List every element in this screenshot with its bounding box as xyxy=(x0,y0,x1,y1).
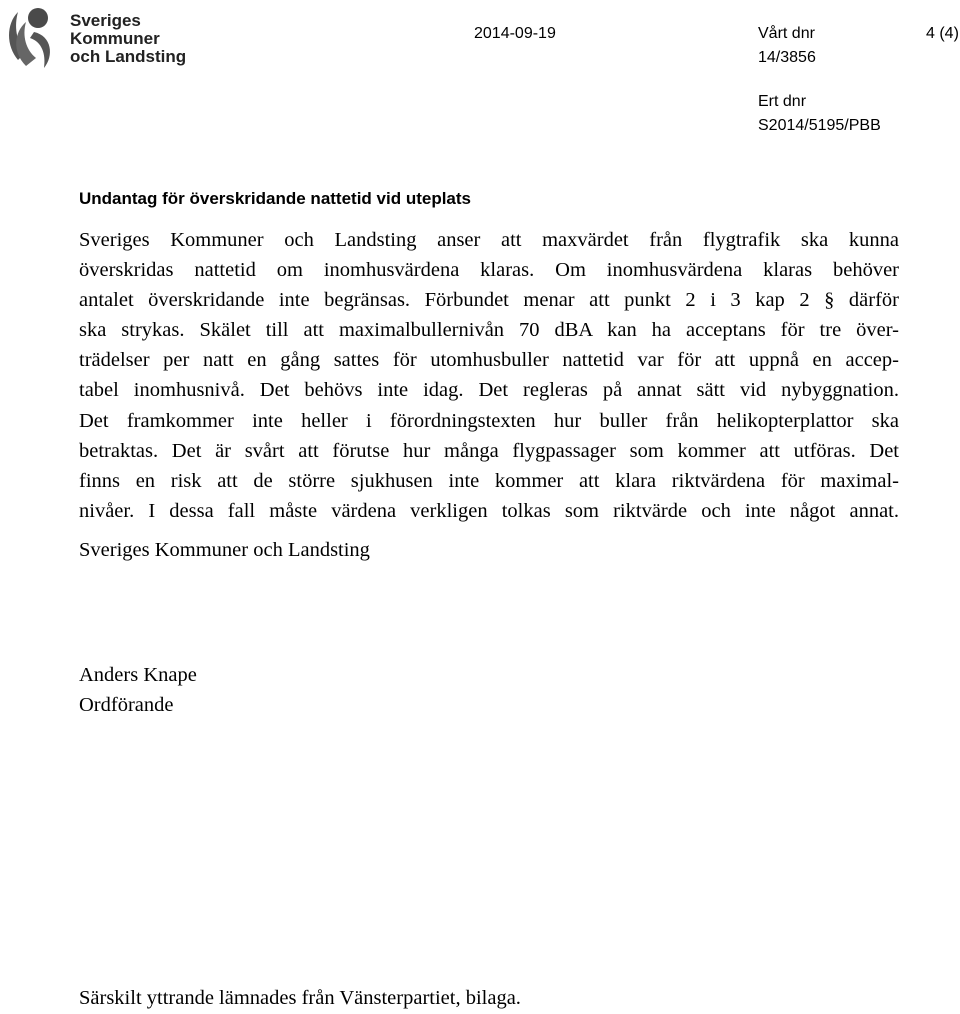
section-body xyxy=(79,225,899,526)
your-ref-value: S2014/5195/PBB xyxy=(758,117,881,134)
body-line: finns en risk att de större sjukhusen inte kommer att klara riktvärdena för maximal- xyxy=(79,469,899,492)
closing-organisation: Sveriges Kommuner och Landsting xyxy=(79,539,370,561)
logo-wordmark xyxy=(70,12,186,66)
footer-note: Särskilt yttrande lämnades från Vänsterpartiet, bilaga. xyxy=(79,987,521,1009)
logo-line-3: och Landsting xyxy=(70,47,187,66)
page-number: 4 (4) xyxy=(926,25,959,42)
our-ref-label: Vårt dnr xyxy=(758,25,815,42)
body-line: nivåer. I dessa fall måste värdena verkligen tolkas som riktvärde och inte något annat. xyxy=(79,499,899,522)
body-line: Det framkommer inte heller i förordningstexten hur buller från helikopterplattor ska xyxy=(79,409,899,432)
section-heading: Undantag för överskridande nattetid vid uteplats xyxy=(79,189,472,208)
signatory-name: Anders Knape xyxy=(79,664,197,686)
organisation-logo xyxy=(4,2,194,72)
our-ref-value: 14/3856 xyxy=(758,49,816,66)
document-date: 2014-09-19 xyxy=(474,25,556,42)
body-line: trädelser per natt en gång sattes för utomhusbuller nattetid var för att uppnå en accep- xyxy=(79,349,899,372)
signatory-title: Ordförande xyxy=(79,694,174,716)
logo-line-1: Sveriges xyxy=(70,11,141,30)
your-ref-label: Ert dnr xyxy=(758,93,807,110)
body-line: överskridas nattetid om inomhusvärdena klaras. Om inomhusvärdena klaras behöver xyxy=(79,259,899,282)
body-line: tabel inomhusnivå. Det behövs inte idag. Det regleras på annat sätt vid nybyggnation. xyxy=(79,379,899,402)
body-line: antalet överskridande inte begränsas. Förbundet menar att punkt 2 i 3 kap 2 § därför xyxy=(79,289,899,312)
body-line: betraktas. Det är svårt att förutse hur många flygpassager som kommer att utföras. Det xyxy=(79,439,899,462)
logo-emblem-icon xyxy=(4,2,60,72)
body-line: ska strykas. Skälet till att maximalbullernivån 70 dBA kan ha acceptans för tre över- xyxy=(79,319,899,342)
body-line: Sveriges Kommuner och Landsting anser att maxvärdet från flygtrafik ska kunna xyxy=(79,229,899,251)
logo-line-2: Kommuner xyxy=(70,29,160,48)
